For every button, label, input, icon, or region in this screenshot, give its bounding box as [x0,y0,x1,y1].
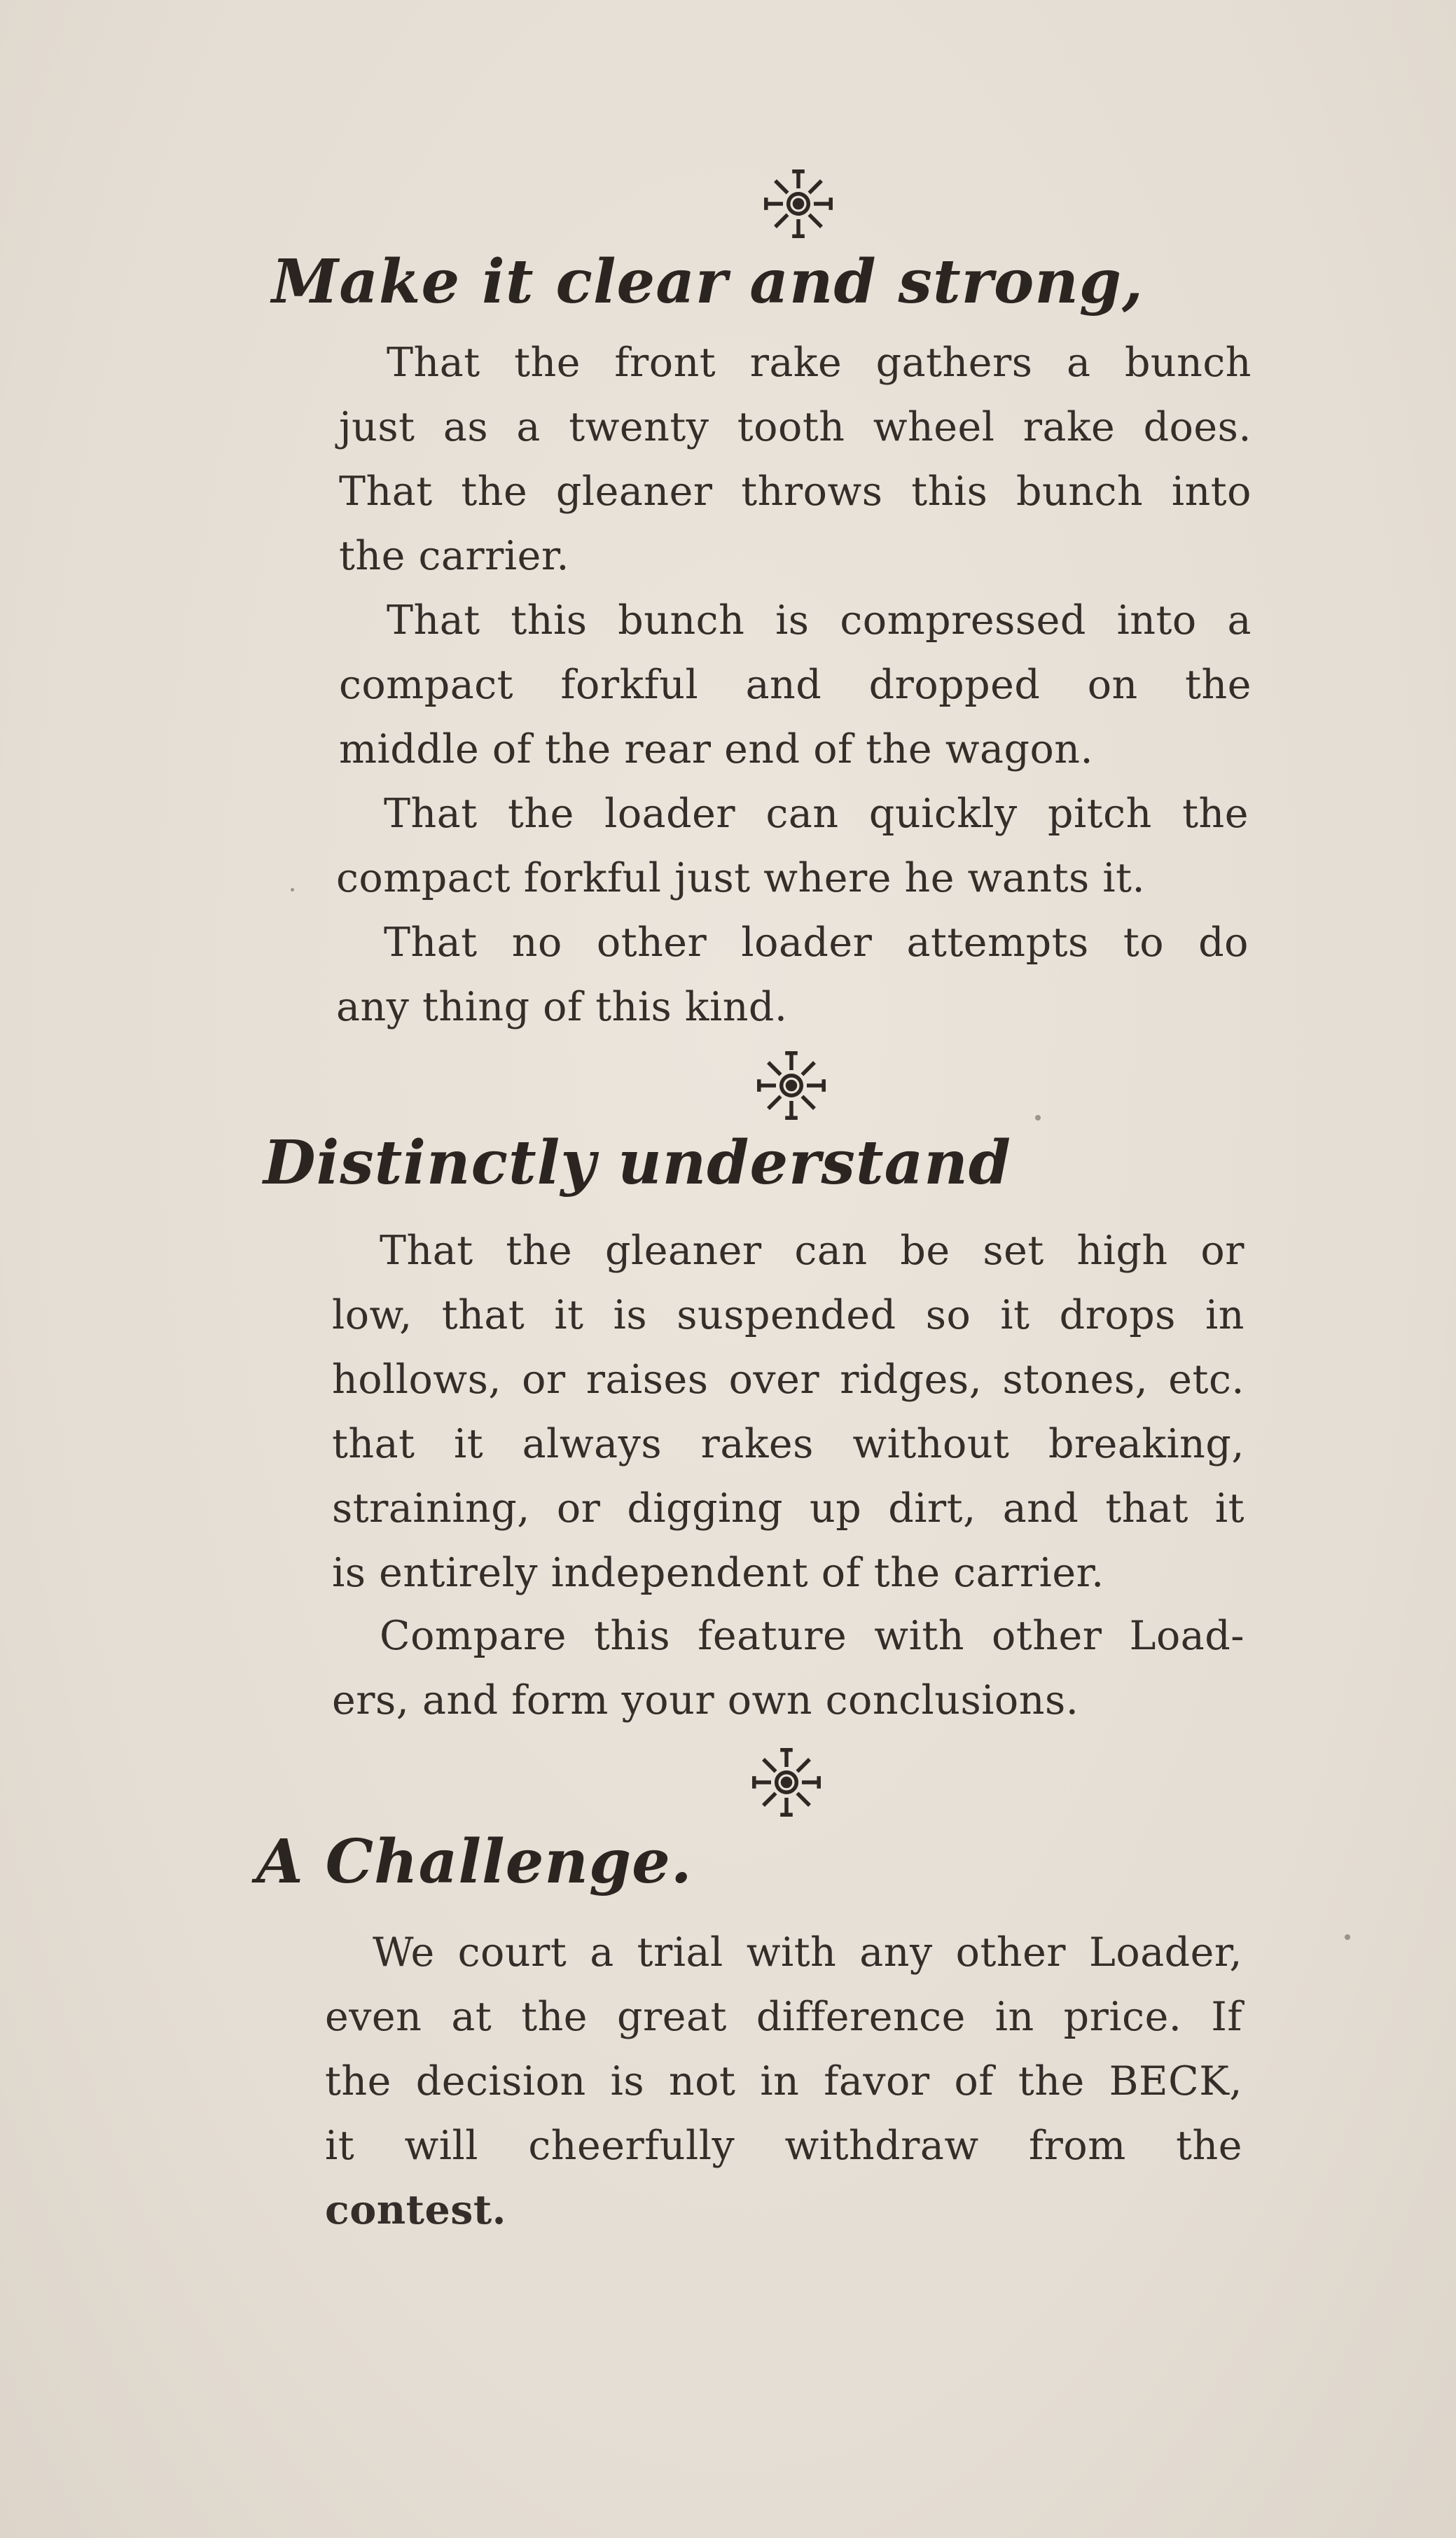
paragraph [325,1920,1242,2242]
text-line: that it always rakes without breaking, [332,1421,1244,1467]
text-line: That no other loader attempts to do [384,920,1249,966]
text-line: ers, and form your own conclusions. [332,1677,1079,1724]
paragraph [339,588,1252,782]
text-line: middle of the rear end of the wagon. [339,726,1094,772]
text-line: compact forkful just where he wants it. [336,855,1146,901]
text-line: compact forkful and dropped on the [339,662,1252,708]
paragraph [336,782,1249,910]
text-line: is entirely independent of the carrier. [332,1550,1104,1596]
section-heading-1: Make it clear and strong, [272,247,1144,317]
text-line: contest. [325,2186,507,2233]
text-line: That this bunch is compressed into a [387,597,1252,644]
text-line: even at the great difference in price. If [325,1994,1242,2040]
text-line: low, that it is suspended so it drops in [332,1292,1244,1338]
sun-ornament-icon [748,1744,825,1821]
text-line: We court a trial with any other Loader, [373,1929,1242,1976]
text-line: hollows, or raises over ridges, stones, etc. [332,1357,1244,1403]
text-line: any thing of this kind. [336,984,788,1030]
text-line: just as a twenty tooth wheel rake does. [339,404,1252,450]
paper-speck [1035,1115,1041,1121]
text-line: That the loader can quickly pitch the [384,791,1249,837]
text-line: That the front rake gathers a bunch [387,340,1252,386]
paragraph [336,910,1249,1039]
paper-speck [1345,1934,1350,1940]
section-heading-3: A Challenge. [256,1826,693,1897]
paragraph [332,1604,1244,1733]
paper-speck [291,888,294,892]
sun-ornament-icon [760,165,837,242]
paragraph [339,331,1252,588]
text-line: it will cheerfully withdraw from the [325,2123,1242,2169]
paragraph [332,1219,1244,1605]
text-line: That the gleaner can be set high or [380,1228,1244,1274]
text-line: the decision is not in favor of the BECK, [325,2058,1242,2104]
text-line: the carrier. [339,533,569,579]
sun-ornament-icon [753,1047,830,1124]
section-heading-2: Distinctly understand [263,1128,1011,1198]
text-line: Compare this feature with other Load- [380,1613,1244,1659]
text-line: That the gleaner throws this bunch into [339,469,1252,515]
text-line: straining, or digging up dirt, and that it [332,1485,1244,1532]
